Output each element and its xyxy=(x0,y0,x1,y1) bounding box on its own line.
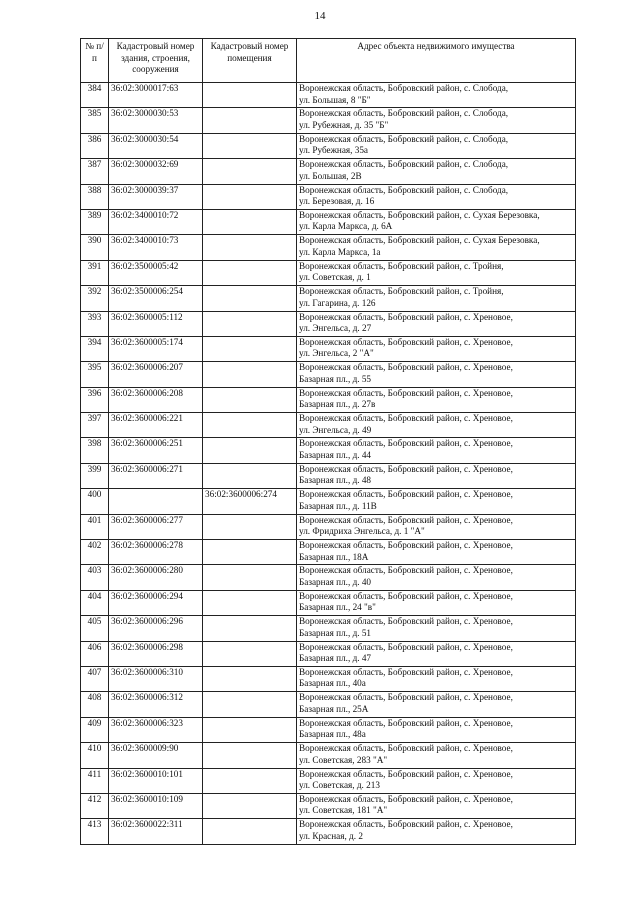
room-cadastral-cell xyxy=(203,311,297,336)
address-line-2: Базарная пл., д. 47 xyxy=(299,653,372,664)
address-line-2: ул. Советская, д. 213 xyxy=(299,780,380,791)
address-line-2: Базарная пл., 24 "в" xyxy=(299,602,376,613)
address-line-1: Воронежская область, Бобровский район, с. Хреновое, xyxy=(299,819,513,830)
row-number-cell: 409 xyxy=(81,717,109,742)
row-number-cell: 392 xyxy=(81,286,109,311)
room-cadastral-cell xyxy=(203,590,297,615)
room-cadastral-cell xyxy=(203,768,297,793)
page-number: 14 xyxy=(314,10,326,22)
table-row xyxy=(81,717,576,742)
row-number-cell: 387 xyxy=(81,159,109,184)
address-line-2: Базарная пл., 40а xyxy=(299,678,366,689)
table-row xyxy=(81,286,576,311)
address-line-2: Базарная пл., д. 48 xyxy=(299,475,372,486)
header-address: Адрес объекта недвижимого имущества xyxy=(297,39,576,83)
table-row xyxy=(81,387,576,412)
address-cell xyxy=(297,362,576,387)
table-row xyxy=(81,83,576,108)
building-cadastral-cell: 36:02:3600005:174 xyxy=(109,336,203,361)
building-cadastral-cell: 36:02:3400010:73 xyxy=(109,235,203,260)
address-cell xyxy=(297,209,576,234)
building-cadastral-cell: 36:02:3600006:208 xyxy=(109,387,203,412)
address-line-2: ул. Энгельса, д. 27 xyxy=(299,323,372,334)
row-number-cell: 406 xyxy=(81,641,109,666)
address-line-1: Воронежская область, Бобровский район, с. Сухая Березовка, xyxy=(299,209,540,220)
address-line-2: ул. Фридриха Энгельса, д. 1 "А" xyxy=(299,526,425,537)
address-line-2: ул. Большая, 8 "Б" xyxy=(299,94,371,105)
address-line-1: Воронежская область, Бобровский район, с. Хреновое, xyxy=(299,463,513,474)
room-cadastral-cell xyxy=(203,209,297,234)
table-row xyxy=(81,641,576,666)
table-row xyxy=(81,540,576,565)
header-room-cadastral: Кадастровый номер помещения xyxy=(203,39,297,83)
address-cell xyxy=(297,387,576,412)
room-cadastral-cell xyxy=(203,108,297,133)
row-number-cell: 403 xyxy=(81,565,109,590)
building-cadastral-cell: 36:02:3500005:42 xyxy=(109,260,203,285)
room-cadastral-cell xyxy=(203,336,297,361)
row-number-cell: 385 xyxy=(81,108,109,133)
room-cadastral-cell xyxy=(203,387,297,412)
address-line-1: Воронежская область, Бобровский район, с. Хреновое, xyxy=(299,413,513,424)
building-cadastral-cell: 36:02:3600022:311 xyxy=(109,819,203,844)
address-cell xyxy=(297,260,576,285)
address-line-1: Воронежская область, Бобровский район, с. Хреновое, xyxy=(299,514,513,525)
address-line-1: Воронежская область, Бобровский район, с. Хреновое, xyxy=(299,540,513,551)
row-number-cell: 393 xyxy=(81,311,109,336)
building-cadastral-cell: 36:02:3600006:277 xyxy=(109,514,203,539)
table-row xyxy=(81,768,576,793)
header-row xyxy=(81,39,576,83)
row-number-cell: 386 xyxy=(81,133,109,158)
address-cell xyxy=(297,438,576,463)
building-cadastral-cell: 36:02:3600006:312 xyxy=(109,692,203,717)
row-number-cell: 402 xyxy=(81,540,109,565)
building-cadastral-cell: 36:02:3600006:294 xyxy=(109,590,203,615)
row-number-cell: 390 xyxy=(81,235,109,260)
address-line-2: Базарная пл., д. 11В xyxy=(299,500,377,511)
room-cadastral-cell xyxy=(203,743,297,768)
address-cell xyxy=(297,108,576,133)
address-line-2: ул. Рубежная, д. 35 "Б" xyxy=(299,119,389,130)
address-line-1: Воронежская область, Бобровский район, с. Хреновое, xyxy=(299,362,513,373)
row-number-cell: 399 xyxy=(81,463,109,488)
address-cell xyxy=(297,413,576,438)
table-row xyxy=(81,159,576,184)
address-line-1: Воронежская область, Бобровский район, с. Хреновое, xyxy=(299,692,513,703)
address-cell xyxy=(297,793,576,818)
table-row xyxy=(81,489,576,514)
address-line-1: Воронежская область, Бобровский район, с. Слобода, xyxy=(299,108,509,119)
building-cadastral-cell: 36:02:3600006:296 xyxy=(109,616,203,641)
room-cadastral-cell xyxy=(203,666,297,691)
address-cell xyxy=(297,133,576,158)
address-line-1: Воронежская область, Бобровский район, с. Хреновое, xyxy=(299,590,513,601)
property-registry-table xyxy=(80,38,576,845)
table-row xyxy=(81,743,576,768)
building-cadastral-cell: 36:02:3600006:221 xyxy=(109,413,203,438)
room-cadastral-cell xyxy=(203,819,297,844)
table-row xyxy=(81,565,576,590)
address-line-2: Базарная пл., д. 27в xyxy=(299,399,376,410)
address-line-2: ул. Советская, 181 "А" xyxy=(299,805,388,816)
row-number-cell: 398 xyxy=(81,438,109,463)
table-row xyxy=(81,819,576,844)
address-line-2: Базарная пл., д. 51 xyxy=(299,627,372,638)
address-cell xyxy=(297,590,576,615)
address-cell xyxy=(297,717,576,742)
table-body xyxy=(81,83,576,845)
row-number-cell: 408 xyxy=(81,692,109,717)
address-line-1: Воронежская область, Бобровский район, с. Слобода, xyxy=(299,159,509,170)
address-line-2: Базарная пл., 25А xyxy=(299,703,369,714)
table-row xyxy=(81,793,576,818)
address-line-2: Базарная пл., д. 55 xyxy=(299,373,372,384)
address-line-1: Воронежская область, Бобровский район, с. Хреновое, xyxy=(299,793,513,804)
address-cell xyxy=(297,159,576,184)
address-cell xyxy=(297,819,576,844)
row-number-cell: 410 xyxy=(81,743,109,768)
address-line-1: Воронежская область, Бобровский район, с. Хреновое, xyxy=(299,336,513,347)
building-cadastral-cell: 36:02:3600010:109 xyxy=(109,793,203,818)
address-line-2: ул. Энгельса, д. 49 xyxy=(299,424,372,435)
address-cell xyxy=(297,235,576,260)
table-row xyxy=(81,260,576,285)
address-cell xyxy=(297,311,576,336)
row-number-cell: 388 xyxy=(81,184,109,209)
row-number-cell: 384 xyxy=(81,83,109,108)
address-line-1: Воронежская область, Бобровский район, с. Хреновое, xyxy=(299,387,513,398)
table-row xyxy=(81,438,576,463)
room-cadastral-cell xyxy=(203,793,297,818)
row-number-cell: 413 xyxy=(81,819,109,844)
row-number-cell: 396 xyxy=(81,387,109,412)
building-cadastral-cell: 36:02:3600010:101 xyxy=(109,768,203,793)
table-row xyxy=(81,692,576,717)
building-cadastral-cell: 36:02:3600006:278 xyxy=(109,540,203,565)
address-cell xyxy=(297,489,576,514)
address-cell xyxy=(297,540,576,565)
address-cell xyxy=(297,666,576,691)
building-cadastral-cell: 36:02:3000030:54 xyxy=(109,133,203,158)
row-number-cell: 397 xyxy=(81,413,109,438)
building-cadastral-cell: 36:02:3600009:90 xyxy=(109,743,203,768)
address-line-2: ул. Энгельса, 2 "А" xyxy=(299,348,374,359)
address-line-1: Воронежская область, Бобровский район, с. Хреновое, xyxy=(299,616,513,627)
table-row xyxy=(81,413,576,438)
room-cadastral-cell xyxy=(203,641,297,666)
row-number-cell: 391 xyxy=(81,260,109,285)
building-cadastral-cell: 36:02:3600006:207 xyxy=(109,362,203,387)
building-cadastral-cell: 36:02:3000017:63 xyxy=(109,83,203,108)
building-cadastral-cell: 36:02:3600006:251 xyxy=(109,438,203,463)
address-line-1: Воронежская область, Бобровский район, с. Хреновое, xyxy=(299,768,513,779)
building-cadastral-cell: 36:02:3600006:323 xyxy=(109,717,203,742)
room-cadastral-cell xyxy=(203,133,297,158)
row-number-cell: 389 xyxy=(81,209,109,234)
room-cadastral-cell xyxy=(203,260,297,285)
row-number-cell: 412 xyxy=(81,793,109,818)
table-row xyxy=(81,133,576,158)
header-building-cadastral: Кадастровый номер здания, строения, сооружения xyxy=(109,39,203,83)
room-cadastral-cell xyxy=(203,463,297,488)
room-cadastral-cell xyxy=(203,438,297,463)
room-cadastral-cell xyxy=(203,235,297,260)
address-line-1: Воронежская область, Бобровский район, с. Слобода, xyxy=(299,83,509,93)
building-cadastral-cell: 36:02:3600006:271 xyxy=(109,463,203,488)
room-cadastral-cell xyxy=(203,184,297,209)
address-line-2: Базарная пл., 18А xyxy=(299,551,369,562)
building-cadastral-cell xyxy=(109,489,203,514)
table-row xyxy=(81,209,576,234)
address-line-2: ул. Карла Маркса, 1а xyxy=(299,246,381,257)
address-line-1: Воронежская область, Бобровский район, с. Сухая Березовка, xyxy=(299,235,540,246)
header-num: № п/п xyxy=(81,39,109,83)
address-line-1: Воронежская область, Бобровский район, с. Тройня, xyxy=(299,286,504,297)
table-row xyxy=(81,336,576,361)
address-line-2: ул. Гагарина, д. 126 xyxy=(299,297,376,308)
room-cadastral-cell xyxy=(203,565,297,590)
table-row xyxy=(81,590,576,615)
row-number-cell: 407 xyxy=(81,666,109,691)
table-row xyxy=(81,184,576,209)
table-header xyxy=(81,39,576,83)
address-line-1: Воронежская область, Бобровский район, с. Слобода, xyxy=(299,133,509,144)
room-cadastral-cell xyxy=(203,362,297,387)
building-cadastral-cell: 36:02:3400010:72 xyxy=(109,209,203,234)
address-line-1: Воронежская область, Бобровский район, с. Хреновое, xyxy=(299,489,513,500)
room-cadastral-cell xyxy=(203,514,297,539)
address-cell xyxy=(297,616,576,641)
address-line-2: ул. Советская, 283 "А" xyxy=(299,754,388,765)
row-number-cell: 401 xyxy=(81,514,109,539)
room-cadastral-cell xyxy=(203,616,297,641)
room-cadastral-cell xyxy=(203,159,297,184)
address-cell xyxy=(297,83,576,108)
room-cadastral-cell xyxy=(203,83,297,108)
address-cell xyxy=(297,463,576,488)
room-cadastral-cell xyxy=(203,717,297,742)
building-cadastral-cell: 36:02:3000030:53 xyxy=(109,108,203,133)
row-number-cell: 395 xyxy=(81,362,109,387)
table-row xyxy=(81,108,576,133)
row-number-cell: 394 xyxy=(81,336,109,361)
table-row xyxy=(81,362,576,387)
row-number-cell: 404 xyxy=(81,590,109,615)
address-line-1: Воронежская область, Бобровский район, с. Хреновое, xyxy=(299,438,513,449)
building-cadastral-cell: 36:02:3600006:298 xyxy=(109,641,203,666)
building-cadastral-cell: 36:02:3600006:280 xyxy=(109,565,203,590)
row-number-cell: 411 xyxy=(81,768,109,793)
room-cadastral-cell xyxy=(203,692,297,717)
table-row xyxy=(81,666,576,691)
room-cadastral-cell xyxy=(203,286,297,311)
building-cadastral-cell: 36:02:3600006:310 xyxy=(109,666,203,691)
room-cadastral-cell xyxy=(203,540,297,565)
building-cadastral-cell: 36:02:3000032:69 xyxy=(109,159,203,184)
address-line-1: Воронежская область, Бобровский район, с. Хреновое, xyxy=(299,311,513,322)
address-cell xyxy=(297,286,576,311)
address-line-2: Базарная пл., 48а xyxy=(299,729,366,740)
table-row xyxy=(81,514,576,539)
address-line-1: Воронежская область, Бобровский район, с. Слобода, xyxy=(299,184,509,195)
address-cell xyxy=(297,743,576,768)
address-line-2: ул. Карла Маркса, д. 6А xyxy=(299,221,393,232)
building-cadastral-cell: 36:02:3000039:37 xyxy=(109,184,203,209)
address-cell xyxy=(297,565,576,590)
address-line-1: Воронежская область, Бобровский район, с. Хреновое, xyxy=(299,717,513,728)
room-cadastral-cell xyxy=(203,413,297,438)
room-cadastral-cell: 36:02:3600006:274 xyxy=(203,489,297,514)
row-number-cell: 405 xyxy=(81,616,109,641)
table-row xyxy=(81,616,576,641)
address-line-2: ул. Советская, д. 1 xyxy=(299,272,371,283)
building-cadastral-cell: 36:02:3600005:112 xyxy=(109,311,203,336)
address-line-1: Воронежская область, Бобровский район, с. Хреновое, xyxy=(299,666,513,677)
address-line-1: Воронежская область, Бобровский район, с. Тройня, xyxy=(299,260,504,271)
building-cadastral-cell: 36:02:3500006:254 xyxy=(109,286,203,311)
address-line-1: Воронежская область, Бобровский район, с. Хреновое, xyxy=(299,641,513,652)
address-cell xyxy=(297,184,576,209)
table-row xyxy=(81,235,576,260)
address-line-2: Базарная пл., д. 44 xyxy=(299,449,372,460)
address-cell xyxy=(297,336,576,361)
address-line-2: Базарная пл., д. 40 xyxy=(299,576,372,587)
address-line-1: Воронежская область, Бобровский район, с. Хреновое, xyxy=(299,565,513,576)
address-cell xyxy=(297,768,576,793)
address-cell xyxy=(297,692,576,717)
address-line-2: ул. Большая, 2В xyxy=(299,170,362,181)
table-row xyxy=(81,463,576,488)
table-row xyxy=(81,311,576,336)
address-line-2: ул. Красная, д. 2 xyxy=(299,830,363,841)
address-line-2: ул. Березовая, д. 16 xyxy=(299,196,375,207)
address-cell xyxy=(297,514,576,539)
row-number-cell: 400 xyxy=(81,489,109,514)
address-cell xyxy=(297,641,576,666)
address-line-1: Воронежская область, Бобровский район, с. Хреновое, xyxy=(299,743,513,754)
address-line-2: ул. Рубежная, 35а xyxy=(299,145,369,156)
